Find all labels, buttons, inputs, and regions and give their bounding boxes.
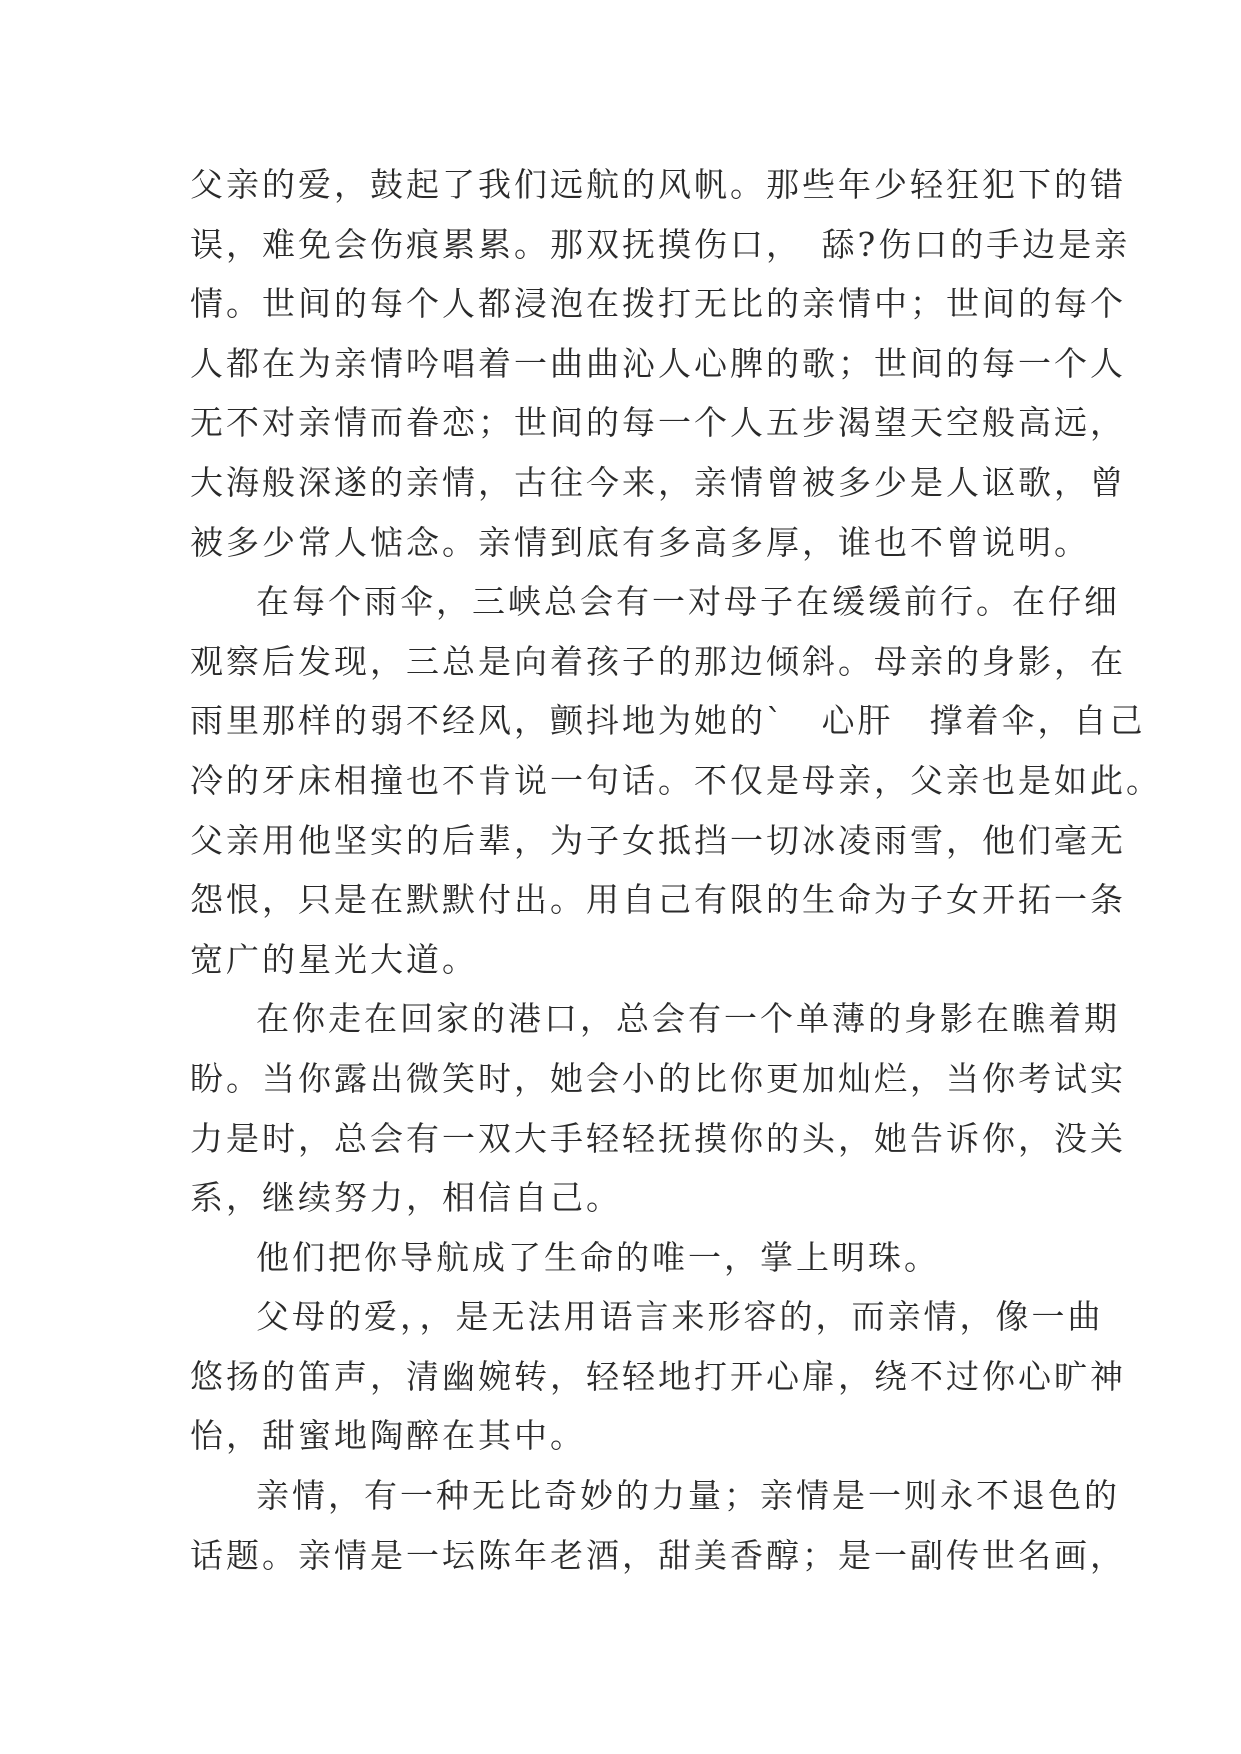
text-line: 雨里那样的弱不经风，颤抖地为她的` 心肝 撑着伞，自己 — [190, 701, 1146, 741]
text-line: 盼。当你露出微笑时，她会小的比你更加灿烂，当你考试实 — [190, 1058, 1126, 1098]
text-line: 父亲的爱，鼓起了我们远航的风帆。那些年少轻狂犯下的错 — [190, 165, 1126, 204]
text-line: 大海般深遂的亲情，古往今来，亲情曾被多少是人讴歌，曾 — [190, 462, 1126, 502]
paragraph-1 — [190, 155, 1131, 572]
text-line: 误，难免会伤痕累累。那双抚摸伤口， 舔?伤口的手边是亲 — [190, 224, 1131, 264]
text-line: 怡，甜蜜地陶醉在其中。 — [190, 1416, 586, 1456]
text-line: 力是时，总会有一双大手轻轻抚摸你的头，她告诉你，没关 — [190, 1118, 1126, 1158]
text-line: 情。世间的每个人都浸泡在拨打无比的亲情中；世间的每个 — [190, 284, 1126, 324]
paragraph-2 — [190, 572, 1162, 989]
text-line: 人都在为亲情吟唱着一曲曲沁人心脾的歌；世间的每一个人 — [190, 343, 1126, 383]
text-line: 无不对亲情而眷恋；世间的每一个人五步渴望天空般高远， — [190, 403, 1126, 443]
text-line: 系，继续努力，相信自己。 — [190, 1178, 622, 1218]
text-line: 冷的牙床相撞也不肯说一句话。不仅是母亲，父亲也是如此。 — [190, 760, 1162, 800]
text-line: 父亲用他坚实的后辈，为子女抵挡一切冰凌雨雪，他们毫无 — [190, 820, 1126, 860]
text-line: 宽广的星光大道。 — [190, 939, 478, 979]
text-line: 在每个雨伞，三峡总会有一对母子在缓缓前行。在仔细 — [256, 582, 1120, 622]
text-line: 怨恨，只是在默默付出。用自己有限的生命为子女开拓一条 — [190, 880, 1126, 920]
paragraph-4 — [190, 1228, 1050, 1288]
text-line: 他们把你导航成了生命的唯一，掌上明珠。 — [256, 1237, 940, 1277]
text-line: 话题。亲情是一坛陈年老酒，甜美香醇；是一副传世名画， — [190, 1535, 1126, 1575]
paragraph-6 — [190, 1466, 1126, 1585]
paragraph-3 — [190, 989, 1126, 1227]
body-text — [190, 155, 1162, 1585]
text-line: 父母的爱，，是无法用语言来形容的，而亲情，像一曲 — [256, 1297, 1104, 1337]
paragraph-5 — [190, 1287, 1126, 1466]
text-line: 悠扬的笛声，清幽婉转，轻轻地打开心扉，绕不过你心旷神 — [190, 1356, 1126, 1396]
text-line: 观察后发现，三总是向着孩子的那边倾斜。母亲的身影，在 — [190, 641, 1126, 681]
text-line: 亲情，有一种无比奇妙的力量；亲情是一则永不退色的 — [256, 1476, 1120, 1516]
text-line: 被多少常人惦念。亲情到底有多高多厚，谁也不曾说明。 — [190, 522, 1090, 562]
text-line: 在你走在回家的港口，总会有一个单薄的身影在瞧着期 — [256, 999, 1120, 1039]
